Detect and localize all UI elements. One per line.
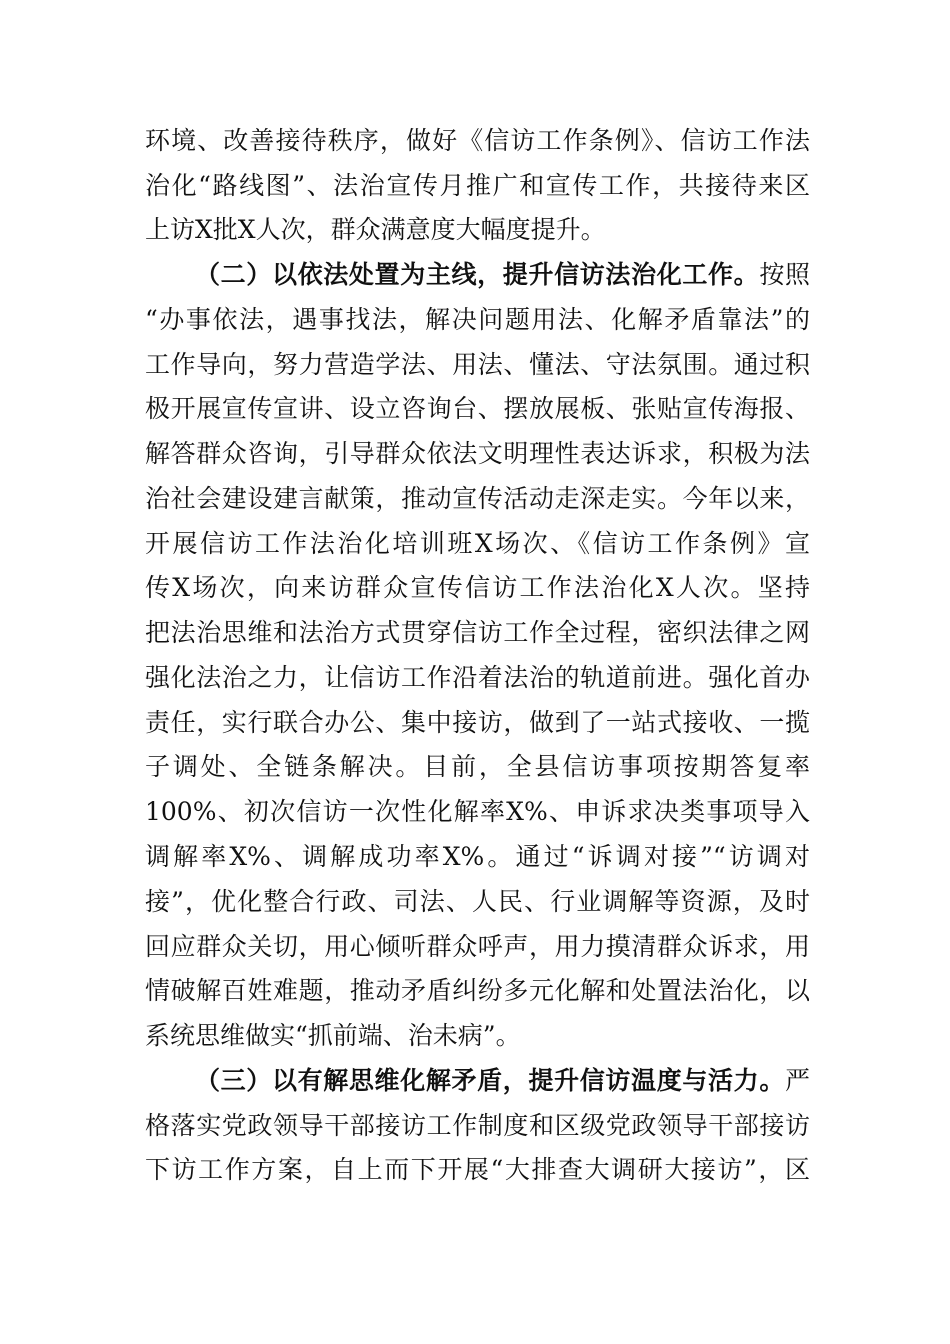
paragraph-2-line-6: 治社会建设建言献策，推动宣传活动走深走实。今年以来， [145,484,810,513]
paragraph-1-line-2: 治化“路线图”、法治宣传月推广和宣传工作，共接待来区 [145,171,810,200]
paragraph-2-line-18: 系统思维做实“抓前端、治未病”。 [145,1021,521,1050]
paragraph-2-line-3: 工作导向，努力营造学法、用法、懂法、守法氛围。通过积 [145,350,810,379]
section-heading-3: （三）以有解思维化解矛盾，提升信访温度与活力。 [195,1066,785,1095]
paragraph-2-line-13: 100%、初次信访一次性化解率X%、申诉求决类事项导入 [145,797,810,826]
paragraph-2-line-17: 情破解百姓难题，推动矛盾纠纷多元化解和处置法治化，以 [145,976,810,1005]
paragraph-3-line-3: 下访工作方案，自上而下开展“大排查大调研大接访”，区 [145,1155,810,1184]
paragraph-2-line-2: “办事依法，遇事找法，解决问题用法、化解矛盾靠法”的 [145,305,810,334]
paragraph-2-line-7: 开展信访工作法治化培训班X场次、《信访工作条例》宣 [145,529,810,558]
paragraph-3-first-line [195,1061,810,1101]
paragraph-2-first-line-rest: 按照 [759,260,810,289]
paragraph-1-line-3: 上访X批X人次，群众满意度大幅度提升。 [145,215,606,244]
paragraph-2-first-line [195,255,810,295]
paragraph-2-line-10: 强化法治之力，让信访工作沿着法治的轨道前进。强化首办 [145,663,810,692]
paragraph-2-line-4: 极开展宣传宣讲、设立咨询台、摆放展板、张贴宣传海报、 [145,394,810,423]
paragraph-2-line-16: 回应群众关切，用心倾听群众呼声，用力摸清群众诉求，用 [145,932,810,961]
paragraph-2-line-12: 子调处、全链条解决。目前，全县信访事项按期答复率 [145,752,810,781]
paragraph-2-line-5: 解答群众咨询，引导群众依法文明理性表达诉求，积极为法 [145,439,810,468]
paragraph-1-line-1: 环境、改善接待秩序，做好《信访工作条例》、信访工作法 [145,126,810,155]
paragraph-2-line-15: 接”，优化整合行政、司法、人民、行业调解等资源，及时 [145,887,810,916]
paragraph-3-line-2: 格落实党政领导干部接访工作制度和区级党政领导干部接访 [145,1111,810,1140]
paragraph-2-line-11: 责任，实行联合办公、集中接访，做到了一站式接收、一揽 [145,708,810,737]
paragraph-3-first-line-rest: 严 [784,1066,810,1095]
paragraph-2-line-8: 传X场次，向来访群众宣传信访工作法治化X人次。坚持 [145,573,810,602]
paragraph-2-line-14: 调解率X%、调解成功率X%。通过“诉调对接”“访调对 [145,842,810,871]
section-heading-2: （二）以依法处置为主线，提升信访法治化工作。 [195,260,760,289]
paragraph-2-line-9: 把法治思维和法治方式贯穿信访工作全过程，密织法律之网 [145,618,810,647]
